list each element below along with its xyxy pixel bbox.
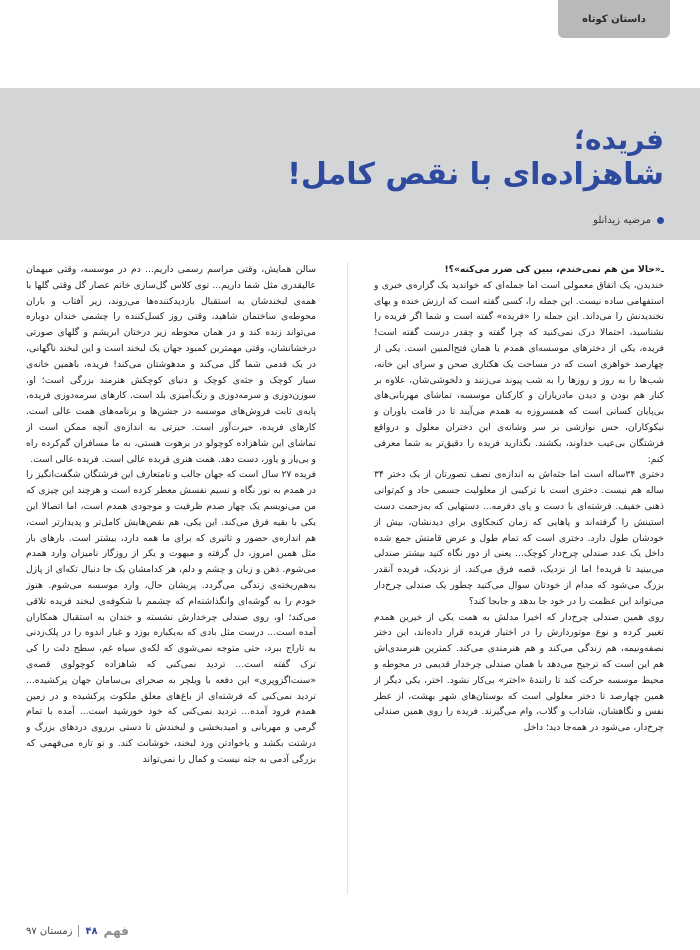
article-title-line2: شاهزاده‌ای با نقص کامل! <box>287 157 664 192</box>
article-column-right <box>374 262 664 894</box>
author-name: مرضیه زیدانلو <box>593 215 651 226</box>
author-byline <box>593 215 664 226</box>
paragraph: دختری ۳۴ساله است اما جثه‌اش به اندازه‌ی نصف تصورتان از یک دختر ۳۴ ساله هم نیست. دختری است با ترکیبی از معلولیت جسمی حاد و کم‌توانی ذهنی خفیف. فرشته‌ای با دست و پای دفرمه... دستهایی که به‌زحمت دست استینش را گرفته‌اند و پاهایی که زمان کنجکاوی برای دیدنشان، بیش از خودشان طول دارد. دختری است که تمام طول و عرض قامتش جمع شده داخل یک عدد صندلی چرخ‌دار کوچک... یعنی از دور نگاه کنید بیشتر صندلی می‌بینید تا فریده! اما از نزدیک، قصه فرق می‌کند. از نزدیک، فریده آنقدر بزرگ می‌شود که مدام از خودتان سوال می‌کنید چطور یک صندلی چرخ‌دار می‌تواند این عظمت را در خود جا بدهد و جابجا کند؟ <box>374 469 664 607</box>
page-number: ۴۸ <box>85 925 98 937</box>
magazine-logo: فهم <box>103 924 129 938</box>
column-divider <box>347 262 348 894</box>
article-column-left <box>26 262 316 894</box>
footer-separator <box>78 925 79 937</box>
page-footer <box>26 924 129 938</box>
section-tab: داستان کوتاه <box>558 0 670 38</box>
paragraph: خندیدن، یک اتفاق معمولی است اما جمله‌ای که خواندید یک گزاره‌ی خبری و استفهامی ساده نیست. این جمله را، کسی گفته است که ارزش خنده و بهای نخندیدنش را می‌داند. این جمله را «فریده» گفته است و شما اگر فریده را نشناسید، احتمالا درک نمی‌کنید که چرا گفته و چقدر درست گفته است! فریده، یکی از دخترهای موسسه‌ای همدم یا همان فتح‌المبین است. یکی از چهارصد خواهری است که در مساحت یک هکتاری صحن و سرای این خانه، شب‌ها را به روز و روزها را به شب پیوند می‌زنند و دلخوشی‌شان، علاوه بر کنار هم بودن و دیدن مادریاران و کارکنان موسسه، تماشای مهربانی‌های بی‌پایان کسانی است که همسروزه به همدم می‌آیند تا در قامت یاوران و نیکوکاران، حس نوازشی بر سر وشانه‌ی این دختران معلول و درواقع فرشتگان بی‌عیب خداوند، بکشند. بگذارید فریده را دقیق‌تر به شما معرفی کنم: <box>374 279 664 465</box>
author-bullet-icon <box>657 217 664 224</box>
issue-label: زمستان ۹۷ <box>26 925 73 937</box>
paragraph: سالن همایش، وقتی مراسم رسمی داریم... دم در موسسه، وقتی میهمان عالیقدری مثل شما داریم... توی کلاس گل‌سازی خانم عصار گل وقتی گلها با همه‌ی لبخندشان به استقبال بازدیدکننده‌ها می‌روند، زیر آفتاب و باران محوطه‌ی ساختمان شاهید، وقتی روز کسل‌کننده را چشمی خندان دوباره می‌تواند زنده کند و در همان محوطه زیر درختان ابریشم و گلهای صورتی درخشانشان، وقتی مهمترین کمبود جهان یک لبخند است و این لبخند ناگهانی، در یک قدمی شما گل می‌کند و مدهوشتان می‌کند! فریده، باهمین خانه‌ی سیار کوچک و جثه‌ی کوچک و دنیای کوچکش هنرمند بزرگی است؛ او، سوزن‌دوزی و سرمه‌دوزی و رنگ‌آمیزی بلد است. کارهای سرمه‌دوزی فریده، پایه‌ی ثابت فروش‌های موسسه در جشن‌ها و برنامه‌های همت عالی است. کارهای فریده، حیرت‌آور است. حیرتی به اندازه‌ی آنچه ممکن است از تماشای این شاهزاده کوچولو در برهوت هستی، به ما مسافران گم‌کرده راه و بی‌یار و یاور، دست دهد. همت هنری فریده عالی است. فریده عالی است. <box>26 264 316 465</box>
paragraph: ـ«حالا من هم نمی‌خندم، ببین کی ضرر می‌کنه»؟! <box>444 264 664 275</box>
paragraph: روی همین صندلی چرخ‌دار که اخیرا مدلش به همت یکی از خیرین همدم تغییر کرده و نوع موتوردارش را در اختیار فریده قرار داده‌اند، این دختر نصفه‌ونیمه، هم زندگی می‌کند و هم هنرمندی می‌کند. کمترین هنرمندی‌اش هم این است که ترجیح می‌دهد با همان صندلی چرخدار قدیمی در محوطه و محیط موسسه حرکت کند تا رانندهٔ «اختر» بی‌کار نشود. اختر، یکی دیگر از همین چهارصد تا دختر معلولی است که بوستان‌های شهر بهشت، از عطر نفس و نگاهشان، شاداب و گلاب، وام می‌گیرند. فریده را روی همین صندلی چرخ‌دار، می‌شود در همه‌جا دید؛ داخل <box>374 611 664 734</box>
article-title-line1: فریده؛ <box>573 123 664 156</box>
paragraph: فریده ۲۷ سال است که جهان جالب و نامتعارف این فرشتگان شگفت‌انگیز را در همدم به نور نگاه و نسیم نفسش معطر کرده است و هرچند این چیزی که من می‌نویسم یک چهار صدم ظرفیت و موجودی همدم است، اما اتصالا این یکی با بقیه فرق می‌کند. این یکی، هم نقص‌هایش کامل‌تر و پدیدارتر است، هم اندازه‌ی حضور و تاثیری که برای ما همه دارد، بیشتر است. بارهای بار مثل همین امروز، دل گرفته و مبهوت و یکر از روزگار نامیزان وارد همدم می‌شوم. ذهن و زبان و چشم و دلم، هر کدامشان یک جا دنبال تکه‌ای از پازل به‌هم‌ریخته‌ی زندگی می‌گردد. پریشان حال، وارد موسسه می‌شوم. هنوز خودم را به گوشه‌ای وانگذاشته‌ام که چشمم با شکوفه‌ی لبخند فریده تلاقی می‌کند؛ او، روی صندلی چرخدارش نشسته و خندان به استقبال همکاران آمده است... درست مثل بادی که به‌یکباره بوزد و غبار اندوه را در پلک‌زدنی به تاراج ببرد، حتی متوجه نمی‌شوی که لکه‌ی سیاه غم، سطح دلت را کی ترک گفته است... تردید نمی‌کنی که شاهزاده کوچولوی قصه‌ی «سنت‌اگزوپری» این دفعه با ویلچر به صحرای بی‌سامان جهان پرکشیده... تردید نمی‌کنی که فرشته‌ای از باغ‌های معلق ملکوت پرکشیده و در زمین همدم فرود آمده... تردید نمی‌کنی که خود خورشید است... آمده با تمام گرمی و مهربانی و امیدبخشی و لبخندش تا دستی برروی دردهای بزرگ و درشتت بکشد و یاخوادتن ورد لبخند، خوشانت کند. و تو تازه می‌فهمی که بزرگی آدمی به جثه نیست و کمال را نمی‌تواند <box>26 469 316 765</box>
